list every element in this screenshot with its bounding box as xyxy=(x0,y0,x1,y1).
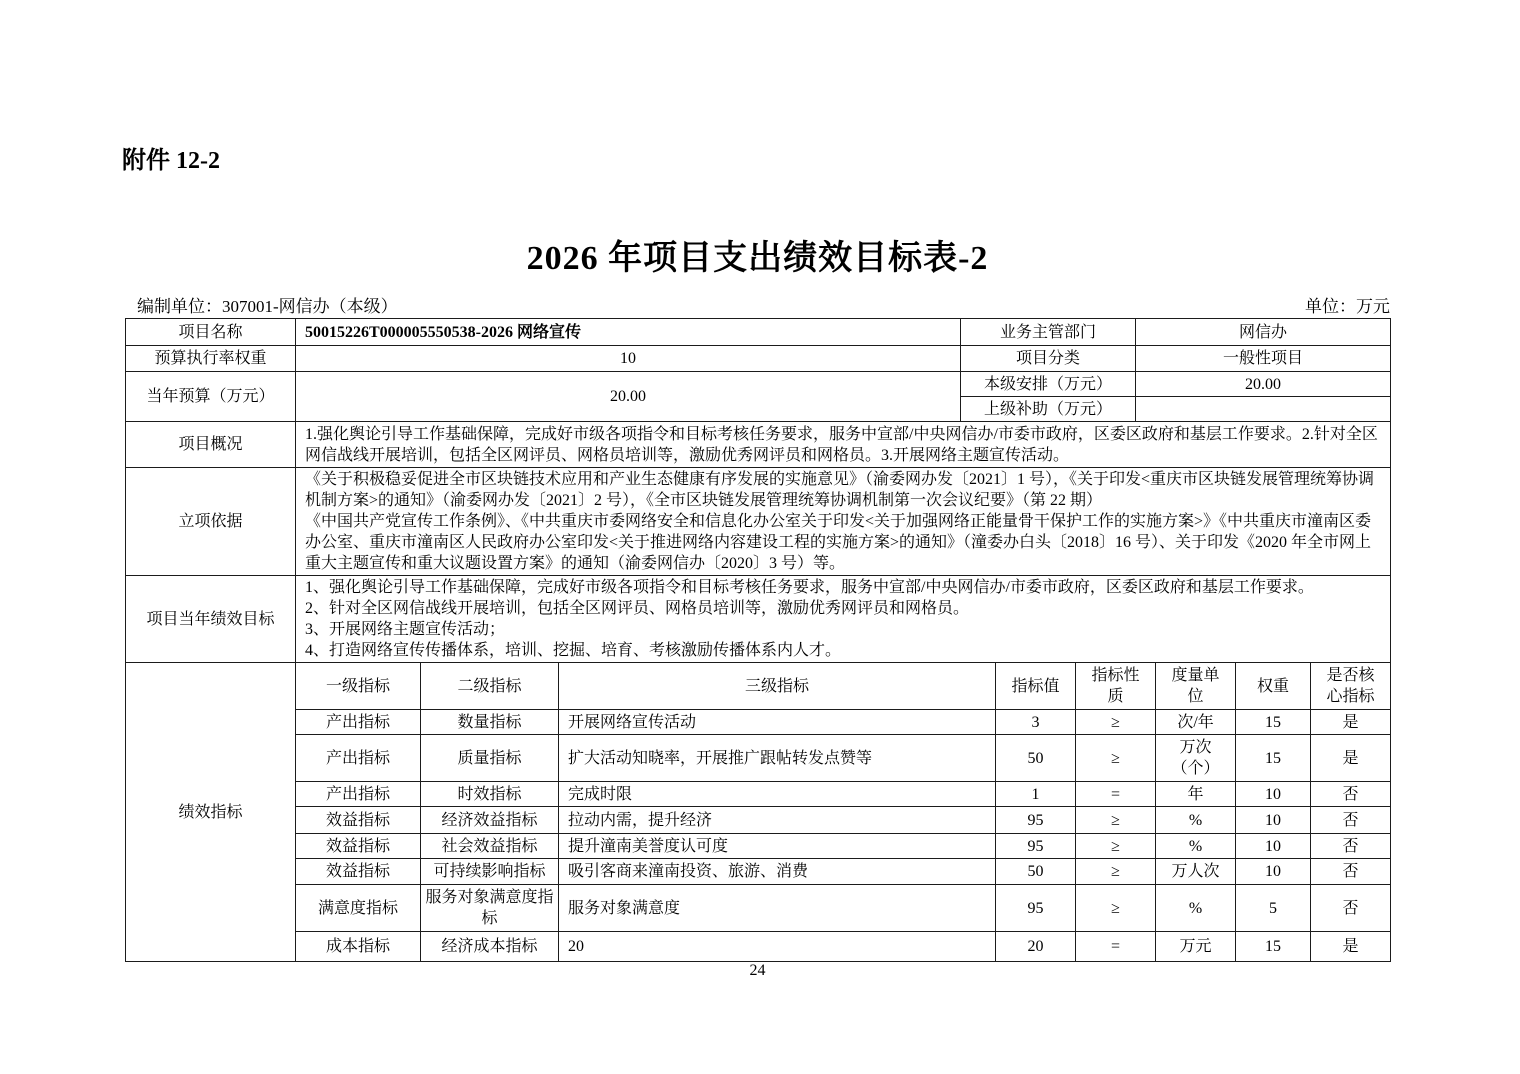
cell-nature: ≥ xyxy=(1076,807,1156,834)
cell-level1: 满意度指标 xyxy=(296,885,421,932)
cell-level2: 质量指标 xyxy=(421,735,559,782)
indicator-row xyxy=(126,782,1391,807)
goal-line: 1、强化舆论引导工作基础保障，完成好市级各项指令和目标考核任务要求，服务中宣部/中央网信办/市委市政府，区委区政府和基层工作要求。 xyxy=(305,579,1314,596)
cell-value: 1 xyxy=(996,782,1076,807)
row-exec-weight xyxy=(126,346,1391,372)
indicator-row xyxy=(126,710,1391,735)
category-value: 一般性项目 xyxy=(1136,346,1391,372)
basis-label: 立项依据 xyxy=(126,468,296,576)
project-name-label: 项目名称 xyxy=(126,319,296,346)
cell-nature: = xyxy=(1076,782,1156,807)
indicator-row xyxy=(126,807,1391,834)
local-arrangement-value: 20.00 xyxy=(1136,372,1391,397)
col-header-level2: 二级指标 xyxy=(421,663,559,710)
goal-line: 3、开展网络主题宣传活动； xyxy=(305,621,506,638)
cell-level1: 成本指标 xyxy=(296,932,421,962)
col-header-nature: 指标性质 xyxy=(1076,663,1156,710)
cell-level3: 拉动内需，提升经济 xyxy=(559,807,996,834)
cell-level1: 产出指标 xyxy=(296,710,421,735)
cell-core: 是 xyxy=(1311,710,1391,735)
row-overview xyxy=(126,422,1391,468)
dept-label: 业务主管部门 xyxy=(961,319,1136,346)
basis-paragraph: 《关于积极稳妥促进全市区块链技术应用和产业生态健康有序发展的实施意见》（渝委网办发〔2021〕1 号），《关于印发<重庆市区块链发展管理统筹协调机制方案>的通知》（渝委网办发〔2021〕2 号），《全市区块链发展管理统筹协调机制第一次会议纪要》（第 22 期） xyxy=(305,471,1375,509)
indicator-row xyxy=(126,834,1391,859)
cell-weight: 10 xyxy=(1236,859,1311,885)
cell-level2: 服务对象满意度指标 xyxy=(421,885,559,932)
goal-line: 2、针对全区网信战线开展培训，包括全区网评员、网格员培训等，激励优秀网评员和网格员。 xyxy=(305,600,970,617)
exec-weight-label: 预算执行率权重 xyxy=(126,346,296,372)
cell-level1: 效益指标 xyxy=(296,859,421,885)
cell-core: 否 xyxy=(1311,885,1391,932)
prepared-by-label: 编制单位：307001-网信办（本级） xyxy=(137,297,398,316)
budget-label: 当年预算（万元） xyxy=(126,372,296,422)
cell-level3: 完成时限 xyxy=(559,782,996,807)
cell-nature: ≥ xyxy=(1076,859,1156,885)
cell-core: 否 xyxy=(1311,859,1391,885)
budget-value: 20.00 xyxy=(296,372,961,422)
cell-level3: 20 xyxy=(559,932,996,962)
cell-level2: 经济效益指标 xyxy=(421,807,559,834)
cell-nature: ≥ xyxy=(1076,885,1156,932)
cell-level1: 产出指标 xyxy=(296,782,421,807)
cell-weight: 10 xyxy=(1236,834,1311,859)
cell-level3: 服务对象满意度 xyxy=(559,885,996,932)
cell-value: 95 xyxy=(996,807,1076,834)
row-budget-local xyxy=(126,372,1391,397)
row-goals xyxy=(126,576,1391,663)
unit-note: 单位：万元 xyxy=(1305,297,1390,316)
cell-value: 20 xyxy=(996,932,1076,962)
goal-line: 4、打造网络宣传传播体系，培训、挖掘、培育、考核激励传播体系内人才。 xyxy=(305,642,842,659)
cell-level1: 产出指标 xyxy=(296,735,421,782)
cell-level3: 开展网络宣传活动 xyxy=(559,710,996,735)
cell-core: 是 xyxy=(1311,932,1391,962)
row-project-name xyxy=(126,319,1391,346)
cell-level2: 数量指标 xyxy=(421,710,559,735)
overview-label: 项目概况 xyxy=(126,422,296,468)
basis-paragraph: 《中国共产党宣传工作条例》、《中共重庆市委网络安全和信息化办公室关于印发<关于加强网络正能量骨干保护工作的实施方案>》《中共重庆市潼南区委办公室、重庆市潼南区人民政府办公室印发<关于推进网络内容建设工程的实施方案>的通知》（潼委办白头〔2018〕16 号）、关于印发《2020 年全市网上重大主题宣传和重大议题设置方案》的通知（渝委网信办〔2020〕3 号）等。 xyxy=(305,513,1372,572)
cell-level2: 社会效益指标 xyxy=(421,834,559,859)
cell-unit: 万人次 xyxy=(1156,859,1236,885)
cell-nature: ≥ xyxy=(1076,834,1156,859)
local-arrangement-label: 本级安排（万元） xyxy=(961,372,1136,397)
cell-value: 95 xyxy=(996,834,1076,859)
cell-unit: 万元 xyxy=(1156,932,1236,962)
cell-level2: 时效指标 xyxy=(421,782,559,807)
cell-weight: 10 xyxy=(1236,807,1311,834)
indicator-header-row xyxy=(126,663,1391,710)
cell-core: 否 xyxy=(1311,807,1391,834)
cell-weight: 15 xyxy=(1236,710,1311,735)
cell-level3: 扩大活动知晓率，开展推广跟帖转发点赞等 xyxy=(559,735,996,782)
indicator-row xyxy=(126,859,1391,885)
subsidy-value xyxy=(1136,397,1391,422)
attachment-label: 附件 12-2 xyxy=(122,148,220,174)
cell-weight: 15 xyxy=(1236,932,1311,962)
cell-unit: % xyxy=(1156,885,1236,932)
col-header-value: 指标值 xyxy=(996,663,1076,710)
cell-weight: 5 xyxy=(1236,885,1311,932)
cell-core: 是 xyxy=(1311,735,1391,782)
cell-level3: 提升潼南美誉度认可度 xyxy=(559,834,996,859)
cell-unit: 年 xyxy=(1156,782,1236,807)
cell-unit: % xyxy=(1156,834,1236,859)
subsidy-label: 上级补助（万元） xyxy=(961,397,1136,422)
cell-weight: 15 xyxy=(1236,735,1311,782)
cell-nature: ≥ xyxy=(1076,710,1156,735)
dept-value: 网信办 xyxy=(1136,319,1391,346)
cell-value: 3 xyxy=(996,710,1076,735)
performance-target-table xyxy=(125,318,1391,962)
meta-row xyxy=(125,292,1390,317)
cell-core: 否 xyxy=(1311,782,1391,807)
col-header-level1: 一级指标 xyxy=(296,663,421,710)
cell-value: 95 xyxy=(996,885,1076,932)
exec-weight-value: 10 xyxy=(296,346,961,372)
cell-unit: 次/年 xyxy=(1156,710,1236,735)
indicator-row xyxy=(126,932,1391,962)
goals-label: 项目当年绩效目标 xyxy=(126,576,296,663)
indicator-row xyxy=(126,735,1391,782)
cell-unit: % xyxy=(1156,807,1236,834)
indicators-section-label: 绩效指标 xyxy=(126,663,296,962)
col-header-unit: 度量单位 xyxy=(1156,663,1236,710)
cell-level1: 效益指标 xyxy=(296,807,421,834)
project-name-value: 50015226T000005550538-2026 网络宣传 xyxy=(296,319,961,346)
cell-level3: 吸引客商来潼南投资、旅游、消费 xyxy=(559,859,996,885)
page-number: 24 xyxy=(749,962,766,979)
col-header-weight: 权重 xyxy=(1236,663,1311,710)
indicator-row xyxy=(126,885,1391,932)
cell-level2: 经济成本指标 xyxy=(421,932,559,962)
cell-nature: ≥ xyxy=(1076,735,1156,782)
cell-level2: 可持续影响指标 xyxy=(421,859,559,885)
row-basis xyxy=(126,468,1391,576)
cell-core: 否 xyxy=(1311,834,1391,859)
goals-text xyxy=(296,576,1391,663)
col-header-level3: 三级指标 xyxy=(559,663,996,710)
basis-text xyxy=(296,468,1391,576)
col-header-core: 是否核心指标 xyxy=(1311,663,1391,710)
cell-value: 50 xyxy=(996,735,1076,782)
category-label: 项目分类 xyxy=(961,346,1136,372)
cell-nature: = xyxy=(1076,932,1156,962)
cell-unit: 万次（个） xyxy=(1156,735,1236,782)
cell-weight: 10 xyxy=(1236,782,1311,807)
page-title: 2026 年项目支出绩效目标表-2 xyxy=(526,240,989,277)
cell-value: 50 xyxy=(996,859,1076,885)
overview-text: 1.强化舆论引导工作基础保障，完成好市级各项指令和目标考核任务要求，服务中宣部/中央网信办/市委市政府，区委区政府和基层工作要求。2.针对全区网信战线开展培训，包括全区网评员、网格员培训等，激励优秀网评员和网格员。3.开展网络主题宣传活动。 xyxy=(296,422,1391,468)
cell-level1: 效益指标 xyxy=(296,834,421,859)
